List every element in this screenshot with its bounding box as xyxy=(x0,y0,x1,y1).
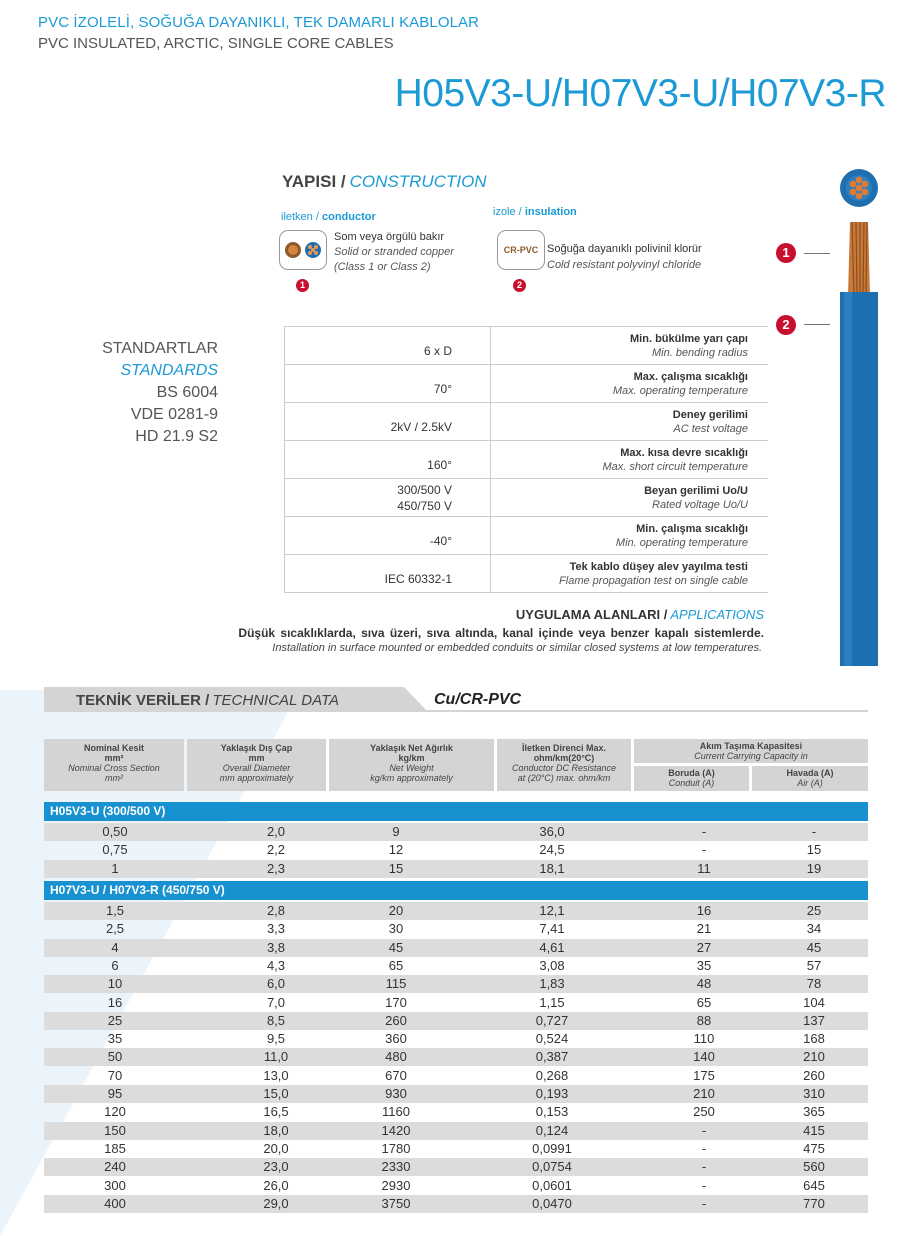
table-cell: 35 xyxy=(107,1031,123,1046)
table-cell: 2,5 xyxy=(105,921,125,936)
table-cell: 140 xyxy=(693,1049,715,1064)
table-row xyxy=(44,1030,868,1048)
header-title-en: PVC INSULATED, ARCTIC, SINGLE CORE CABLES xyxy=(38,35,394,52)
table-cell: 3,3 xyxy=(266,921,286,936)
conductor-label-tr: iletken / xyxy=(281,211,319,223)
table-cell: 4 xyxy=(111,940,119,955)
header-text: mm² xyxy=(105,773,123,783)
table-cell: - xyxy=(701,1159,707,1174)
spec-table xyxy=(284,326,768,593)
table-cell: 645 xyxy=(803,1178,825,1193)
table-cell: 48 xyxy=(696,976,712,991)
table-cell: 95 xyxy=(107,1086,123,1101)
table-cell: - xyxy=(701,1123,707,1138)
header-text: at (20°C) max. ohm/km xyxy=(517,773,611,783)
table-cell: 137 xyxy=(803,1013,825,1028)
applications-text-en: Installation in surface mounted or embedded conduits or similar closed systems at low temperatures. xyxy=(272,642,762,654)
spec-desc-tr: Max. kısa devre sıcaklığı xyxy=(620,446,748,459)
table-cell: 29,0 xyxy=(263,1196,289,1211)
header-text: ohm/km(20°C) xyxy=(533,753,595,763)
material-label: Cu/CR-PVC xyxy=(434,691,522,708)
table-row xyxy=(44,975,868,993)
table-cell: 70 xyxy=(107,1068,123,1083)
spec-desc-tr: Max. çalışma sıcaklığı xyxy=(633,370,748,383)
table-row xyxy=(44,1012,868,1030)
table-row xyxy=(44,1085,868,1103)
applications-text-tr: Düşük sıcaklıklarda, sıva üzeri, sıva altında, kanal içinde veya benzer kapalı sistemlerde. xyxy=(238,626,764,640)
table-cell: 0,524 xyxy=(535,1031,569,1046)
spec-value: 6 x D xyxy=(285,327,491,365)
header-text: mm approximately xyxy=(219,773,294,783)
table-cell: 0,0470 xyxy=(532,1196,572,1211)
spec-desc-en: AC test voltage xyxy=(673,422,748,435)
insulation-desc-tr: Soğuğa dayanıklı polivinil klorür xyxy=(547,243,702,255)
header-text: mm² xyxy=(104,753,124,763)
table-cell: - xyxy=(701,1178,707,1193)
table-cell: 930 xyxy=(385,1086,407,1101)
header-text: kg/km approximately xyxy=(370,773,453,783)
standards-title-en: STANDARDS xyxy=(120,362,218,379)
spec-desc-tr: Min. bükülme yarı çapı xyxy=(630,332,748,345)
table-cell: 4,3 xyxy=(266,958,286,973)
spec-row xyxy=(285,441,769,479)
cable-badge-1: 1 xyxy=(776,243,796,263)
header-text: Net Weight xyxy=(389,763,434,773)
table-cell: 260 xyxy=(803,1068,825,1083)
table-cell: 57 xyxy=(806,958,822,973)
header-text: İletken Direnci Max. xyxy=(521,743,607,753)
conductor-desc-tr: Som veya örgülü bakır xyxy=(334,231,445,243)
table-cell: 9 xyxy=(392,824,400,839)
table-cell: 104 xyxy=(803,995,825,1010)
header-text: kg/km xyxy=(398,753,425,763)
table-cell: 185 xyxy=(104,1141,126,1156)
header-text: Yaklaşık Dış Çap xyxy=(220,743,293,753)
header-text: Nominal Cross Section xyxy=(68,763,160,773)
table-cell: 415 xyxy=(803,1123,825,1138)
spec-desc-en: Min. bending radius xyxy=(651,346,748,359)
insulation-badge: 2 xyxy=(513,279,526,292)
table-cell: 7,0 xyxy=(266,995,286,1010)
spec-desc-en: Rated voltage Uo/U xyxy=(652,498,748,511)
table-cell: 65 xyxy=(696,995,712,1010)
conductor-badge: 1 xyxy=(296,279,309,292)
table-cell: 20 xyxy=(388,903,404,918)
table-row xyxy=(44,1140,868,1158)
header-text: mm xyxy=(248,753,265,763)
table-cell: 9,5 xyxy=(266,1031,286,1046)
spec-row xyxy=(285,479,769,517)
table-cell: 2,3 xyxy=(266,861,286,876)
table-cell: - xyxy=(701,842,707,857)
table-cell: 210 xyxy=(693,1086,715,1101)
table-cell: 11,0 xyxy=(263,1049,289,1064)
table-cell: 35 xyxy=(696,958,712,973)
table-cell: 770 xyxy=(803,1196,825,1211)
table-row xyxy=(44,1158,868,1176)
spec-desc xyxy=(491,517,769,555)
table-cell: 1 xyxy=(111,861,119,876)
table-cell: 15,0 xyxy=(263,1086,289,1101)
table-cell: 0,0754 xyxy=(532,1159,572,1174)
spec-row xyxy=(285,327,769,365)
table-cell: 3,8 xyxy=(266,940,286,955)
insulation-label-tr: izole / xyxy=(493,206,522,218)
spec-desc-tr: Min. çalışma sıcaklığı xyxy=(636,522,748,535)
table-cell: 210 xyxy=(803,1049,825,1064)
applications-title-en: APPLICATIONS xyxy=(670,607,764,622)
table-cell: 6,0 xyxy=(266,976,286,991)
construction-title-tr: YAPISI / xyxy=(282,172,346,191)
table-cell: 0,193 xyxy=(535,1086,569,1101)
header-text: Air (A) xyxy=(797,778,823,788)
group-header: H05V3-U (300/500 V) xyxy=(44,802,868,821)
cable-badge-2: 2 xyxy=(776,315,796,335)
table-cell: 480 xyxy=(385,1049,407,1064)
table-cell: 3750 xyxy=(381,1196,411,1211)
table-cell: 2930 xyxy=(381,1178,411,1193)
table-row xyxy=(44,841,868,859)
header-resistance xyxy=(497,739,631,791)
spec-desc xyxy=(491,327,769,365)
spec-desc-tr: Tek kablo düşey alev yayılma testi xyxy=(569,560,748,573)
header-text: Nominal Kesit xyxy=(83,743,144,753)
table-cell: 27 xyxy=(696,940,712,955)
conductor-icon xyxy=(279,230,327,270)
table-cell: 10 xyxy=(107,976,123,991)
table-cell: 2330 xyxy=(381,1159,411,1174)
header-cross-section xyxy=(44,739,184,791)
spec-desc-en: Max. operating temperature xyxy=(612,384,748,397)
table-cell: 26,0 xyxy=(263,1178,289,1193)
standard-item: BS 6004 xyxy=(156,384,218,401)
table-cell: 0,727 xyxy=(535,1013,569,1028)
table-cell: 0,153 xyxy=(535,1104,569,1119)
spec-value: 160° xyxy=(285,441,491,479)
table-cell: 34 xyxy=(806,921,822,936)
table-row xyxy=(44,957,868,975)
spec-value-line: 450/750 V xyxy=(397,498,452,513)
table-cell: 4,61 xyxy=(539,940,565,955)
table-cell: 360 xyxy=(385,1031,407,1046)
conductor-label-en: conductor xyxy=(321,211,376,223)
header-air xyxy=(752,766,868,791)
table-cell: 150 xyxy=(104,1123,126,1138)
spec-desc-en: Flame propagation test on single cable xyxy=(559,574,748,587)
construction-title xyxy=(282,172,487,192)
table-cell: 16 xyxy=(107,995,123,1010)
spec-desc-tr: Deney gerilimi xyxy=(672,408,748,421)
table-cell: 175 xyxy=(693,1068,715,1083)
table-cell: 1420 xyxy=(381,1123,411,1138)
table-row xyxy=(44,1048,868,1066)
table-cell: 13,0 xyxy=(263,1068,289,1083)
group-header: H07V3-U / H07V3-R (450/750 V) xyxy=(44,881,868,900)
table-cell: 115 xyxy=(385,976,407,991)
table-cell: 1,83 xyxy=(539,976,565,991)
table-row xyxy=(44,1067,868,1085)
table-cell: 365 xyxy=(803,1104,825,1119)
callout-line-2 xyxy=(804,324,830,325)
table-cell: 25 xyxy=(806,903,822,918)
product-code: H05V3-U/H07V3-U/H07V3-R xyxy=(394,72,886,115)
header-text: Current Carrying Capacity in xyxy=(694,751,808,761)
table-cell: 50 xyxy=(107,1049,123,1064)
table-row xyxy=(44,920,868,938)
spec-row xyxy=(285,403,769,441)
table-row xyxy=(44,823,868,841)
table-cell: 24,5 xyxy=(539,842,565,857)
spec-desc-tr: Beyan gerilimi Uo/U xyxy=(644,484,748,497)
table-cell: 560 xyxy=(803,1159,825,1174)
spec-desc-en: Min. operating temperature xyxy=(615,536,748,549)
header-text: Yaklaşık Net Ağırlık xyxy=(370,743,453,753)
table-cell: 7,41 xyxy=(539,921,565,936)
applications-title xyxy=(516,607,764,622)
table-row xyxy=(44,939,868,957)
standards-title-tr: STANDARTLAR xyxy=(102,340,218,357)
table-cell: 65 xyxy=(388,958,404,973)
table-cell: 11 xyxy=(697,861,711,876)
spec-value: -40° xyxy=(285,517,491,555)
table-cell: 2,0 xyxy=(266,824,286,839)
spec-desc xyxy=(491,555,769,593)
header-conduit xyxy=(634,766,749,791)
table-cell: 45 xyxy=(806,940,822,955)
table-cell: 1160 xyxy=(382,1104,410,1119)
spec-value: 70° xyxy=(285,365,491,403)
spec-value-line: 300/500 V xyxy=(397,482,452,497)
table-cell: 0,124 xyxy=(535,1123,569,1138)
table-cell: 30 xyxy=(388,921,404,936)
spec-desc xyxy=(491,441,769,479)
table-cell: 25 xyxy=(107,1013,123,1028)
table-cell: 300 xyxy=(104,1178,126,1193)
table-cell: 23,0 xyxy=(263,1159,289,1174)
table-cell: 20,0 xyxy=(263,1141,289,1156)
standard-item: VDE 0281-9 xyxy=(130,406,218,423)
table-cell: 16 xyxy=(696,903,712,918)
table-cell: 310 xyxy=(803,1086,825,1101)
spec-value: IEC 60332-1 xyxy=(285,555,491,593)
insulation-label xyxy=(493,206,577,218)
table-cell: 88 xyxy=(696,1013,712,1028)
insulation-label-en: insulation xyxy=(524,206,577,218)
spec-value xyxy=(285,479,491,517)
table-cell: 400 xyxy=(104,1196,126,1211)
header-capacity xyxy=(634,739,868,763)
table-cell: 0,50 xyxy=(102,824,128,839)
table-cell: 15 xyxy=(806,842,822,857)
table-row xyxy=(44,1103,868,1121)
table-cell: 1780 xyxy=(381,1141,411,1156)
conductor-label xyxy=(281,211,376,223)
spec-desc xyxy=(491,365,769,403)
table-cell: 16,5 xyxy=(263,1104,289,1119)
header-weight xyxy=(329,739,494,791)
header-text: Boruda (A) xyxy=(668,768,715,778)
table-cell: - xyxy=(701,1196,707,1211)
table-cell: 12,1 xyxy=(539,903,565,918)
header-diameter xyxy=(187,739,326,791)
technical-data-title xyxy=(76,692,339,709)
technical-title-tr: TEKNİK VERİLER / xyxy=(76,692,210,709)
table-cell: 168 xyxy=(803,1031,825,1046)
table-cell: 3,08 xyxy=(539,958,565,973)
table-cell: 8,5 xyxy=(266,1013,286,1028)
callout-line-1 xyxy=(804,253,830,254)
header-text: Conduit (A) xyxy=(668,778,715,788)
conductor-desc-en1: Solid or stranded copper xyxy=(334,246,454,258)
table-cell: 250 xyxy=(693,1104,715,1119)
table-cell: 19 xyxy=(806,861,822,876)
table-cell: 1,5 xyxy=(105,903,125,918)
table-cell: 170 xyxy=(385,995,407,1010)
table-cell: 12 xyxy=(388,842,404,857)
table-cell: - xyxy=(701,1141,707,1156)
table-cell: 2,8 xyxy=(266,903,286,918)
table-cell: 45 xyxy=(388,940,404,955)
table-row xyxy=(44,902,868,920)
spec-row xyxy=(285,365,769,403)
construction-title-en: CONSTRUCTION xyxy=(349,172,487,191)
table-cell: 475 xyxy=(803,1141,825,1156)
table-cell: 0,0601 xyxy=(532,1178,572,1193)
table-cell: - xyxy=(701,824,707,839)
header-text: Overall Diameter xyxy=(222,763,291,773)
table-row xyxy=(44,1177,868,1195)
table-cell: 110 xyxy=(693,1031,715,1046)
table-cell: 1,15 xyxy=(539,995,565,1010)
cable-illustration xyxy=(840,160,878,666)
table-cell: 0,0991 xyxy=(532,1141,572,1156)
header-text: Akım Taşıma Kapasitesi xyxy=(699,741,803,751)
table-cell: 36,0 xyxy=(539,824,565,839)
header-title-tr: PVC İZOLELİ, SOĞUĞA DAYANIKLI, TEK DAMARLI KABLOLAR xyxy=(38,14,480,31)
table-cell: 18,0 xyxy=(263,1123,289,1138)
spec-desc xyxy=(491,479,769,517)
table-cell: 0,268 xyxy=(535,1068,569,1083)
table-cell: 120 xyxy=(104,1104,126,1119)
spec-row xyxy=(285,555,769,593)
spec-desc xyxy=(491,403,769,441)
table-row xyxy=(44,860,868,878)
table-cell: 2,2 xyxy=(266,842,286,857)
table-cell: 18,1 xyxy=(539,861,565,876)
insulation-icon xyxy=(497,230,545,270)
table-cell: - xyxy=(811,824,817,839)
spec-value: 2kV / 2.5kV xyxy=(285,403,491,441)
header-text: Havada (A) xyxy=(786,768,834,778)
table-row xyxy=(44,994,868,1012)
applications-title-tr: UYGULAMA ALANLARI / xyxy=(515,607,668,622)
technical-title-en: TECHNICAL DATA xyxy=(212,692,340,709)
table-cell: 260 xyxy=(385,1013,407,1028)
table-cell: 0,387 xyxy=(535,1049,569,1064)
conductor-desc-en2: (Class 1 or Class 2) xyxy=(334,261,431,273)
table-cell: 78 xyxy=(806,976,822,991)
table-row xyxy=(44,1195,868,1213)
header-text: Conductor DC Resistance xyxy=(511,763,617,773)
spec-row xyxy=(285,517,769,555)
table-cell: 15 xyxy=(388,861,404,876)
table-cell: 6 xyxy=(111,958,119,973)
insulation-icon-text: CR-PVC xyxy=(503,245,539,255)
table-cell: 670 xyxy=(385,1068,407,1083)
spec-desc-en: Max. short circuit temperature xyxy=(602,460,748,473)
table-row xyxy=(44,1122,868,1140)
standard-item: HD 21.9 S2 xyxy=(135,428,218,445)
insulation-desc-en: Cold resistant polyvinyl chloride xyxy=(547,259,702,271)
table-cell: 0,75 xyxy=(102,842,128,857)
table-cell: 21 xyxy=(696,921,712,936)
table-cell: 240 xyxy=(104,1159,126,1174)
